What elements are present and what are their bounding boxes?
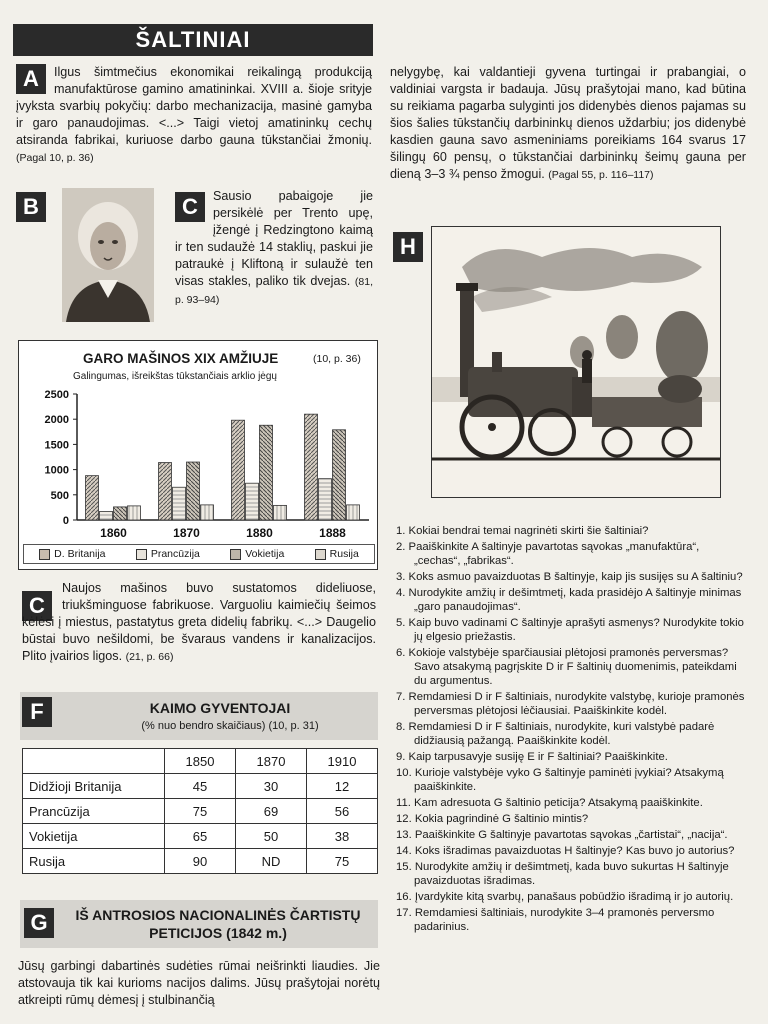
question-item: 15. Nurodykite amžių ir dešimtmetį, kada buvo sukurtas H šaltinyje pavaizduotas išradimas. — [396, 861, 729, 887]
legend-item — [136, 548, 200, 560]
legend-item — [39, 548, 105, 560]
table-cell: 30 — [236, 774, 307, 799]
bar-rusija — [347, 505, 360, 520]
table-row — [23, 824, 378, 849]
column-header: 1850 — [165, 749, 236, 774]
question-list — [396, 524, 748, 936]
row-country: Rusija — [23, 849, 165, 874]
chart-subtitle: Galingumas, išreikštas tūkstančiais arklio jėgų — [73, 371, 277, 382]
question-item: 12. Kokia pagrindinė G šaltinio mintis? — [396, 813, 589, 825]
table-cell: 75 — [165, 799, 236, 824]
question-item: 7. Remdamiesi D ir F šaltiniais, nurodykite valstybę, kurioje pramonės perversmas plėtojosi lėčiausiai. Paaiškinkite kodėl. — [396, 691, 745, 717]
steam-engine-chart — [18, 340, 378, 570]
bar-vokietija — [114, 507, 127, 520]
bar-dbritanija — [159, 463, 172, 520]
bar-vokietija — [260, 425, 273, 520]
y-tick-label: 500 — [50, 489, 69, 502]
row-country: Prancūzija — [23, 799, 165, 824]
bar-pranczija — [319, 479, 332, 520]
table-cell: 12 — [307, 774, 378, 799]
source-a-body: Ilgus šimtmečius ekonomikai reikalingą produkciją manufaktūrose gamino amatininkai. XVIII a. šioje srityje įvyksta svarbių pokyčių: darbo mechanizacija, masinė gamyba ir garo panaudojimas. <...> Taigi vietoj amatininkų cechų atsiranda fabrikai, kuriuose darbo gauna tūkstančiai žmonių. — [16, 65, 372, 147]
row-country: Didžioji Britanija — [23, 774, 165, 799]
x-tick-label: 1880 — [246, 526, 273, 540]
question-item: 8. Remdamiesi D ir F šaltiniais, nurodykite, kuri valstybė padarė didžiausią pažangą. Paaiškinkite kodėl. — [396, 721, 715, 747]
table-cell: 65 — [165, 824, 236, 849]
table-title: KAIMO GYVENTOJAI — [149, 700, 291, 716]
source-b-marker: B — [16, 192, 46, 222]
source-c-marker: C — [175, 192, 205, 222]
source-a-citation: (Pagal 10, p. 36) — [16, 152, 94, 164]
petition-title-line1: IŠ ANTROSIOS NACIONALINĖS ČARTISTŲ — [75, 907, 361, 923]
bar-pranczija — [173, 487, 186, 520]
table-cell: 90 — [165, 849, 236, 874]
chart-source: (10, p. 36) — [313, 353, 361, 365]
bar-rusija — [201, 505, 214, 520]
question-item: 2. Paaiškinkite A šaltinyje pavartotas sąvokas „manufaktūra“, „cechas“, „fabrikas“. — [396, 541, 700, 567]
question-item: 9. Kaip tarpusavyje susiję E ir F šaltiniai? Paaiškinkite. — [396, 751, 668, 763]
petition-text: Jūsų garbingi dabartinės sudėties rūmai neišrinkti liaudies. Jie atstovauja tik kai kurioms nacijos dalims. Jūsų prašytojai norėtų atkreipti rūmų dėmesį į stulbinančią — [18, 959, 380, 1007]
petition-title-line2: PETICIJOS (1842 m.) — [149, 925, 287, 941]
question-item: 3. Koks asmuo pavaizduotas B šaltinyje, kaip jis susijęs su A šaltiniu? — [396, 571, 743, 583]
source-c-text — [175, 188, 373, 309]
legend-item — [230, 548, 284, 560]
chart-canvas — [19, 341, 377, 569]
question-item: 17. Remdamiesi šaltiniais, nurodykite 3–4 pramonės perversmo padarinius. — [396, 907, 715, 933]
source-a-text — [16, 64, 372, 167]
question-item: 1. Kokiai bendrai temai nagrinėti skirti šie šaltiniai? — [396, 525, 649, 537]
chart-legend — [23, 544, 375, 564]
source-f-marker: F — [22, 697, 52, 727]
x-tick-label: 1870 — [173, 526, 200, 540]
source-c-citation: (81, p. 93–94) — [175, 276, 373, 306]
column-header: 1870 — [236, 749, 307, 774]
table-cell: 56 — [307, 799, 378, 824]
table-cell: 75 — [307, 849, 378, 874]
bar-rusija — [128, 506, 141, 520]
legend-label: Vokietija — [245, 548, 285, 560]
bar-pranczija — [246, 483, 259, 520]
table-cell: ND — [236, 849, 307, 874]
bar-vokietija — [187, 462, 200, 520]
legend-swatch — [315, 549, 326, 560]
table-cell: 69 — [236, 799, 307, 824]
source-c2-body: Naujos mašinos buvo sustatomos dideliuose, triukšminguose fabrikuose. Varguoliu kaimiečių šeimos kėlėsi į miestus, pastatytus greta didelių fabrikų. <...> Daugelio būstai buvo nešildomi, be švaraus vandens ir kanalizacijos. Plito įvairios ligos. — [22, 581, 376, 663]
question-item: 10. Kurioje valstybėje vyko G šaltinyje paminėti įvykiai? Atsakymą paaiškinkite. — [396, 767, 724, 793]
column-header: 1910 — [307, 749, 378, 774]
petition-continuation-body: nelygybę, kai valdantieji gyvena turtingai ir prabangiai, o valdiniai vargsta ir badauja. Jūsų prašytojai mano, kad būtina su reikiama pagarba sulyginti jos didenybės dienos pajamas su šios šalies tūkstančių darbininkų dienos uždarbiu; jos didenybė kasdien gauna savo asmeniniams poreikiams 164 svarus 17 šilingų 60 pensų, o tūkstančiai darbininkų šeimų gauna per dieną 3–3 ¾ penso žmogui. — [390, 65, 746, 181]
petition-title — [62, 906, 374, 942]
row-country: Vokietija — [23, 824, 165, 849]
y-tick-label: 1500 — [44, 439, 69, 452]
legend-label: Rusija — [329, 548, 359, 560]
table-corner — [23, 749, 165, 774]
y-tick-label: 2000 — [44, 414, 69, 427]
rural-population-table — [22, 748, 378, 874]
y-tick-label: 2500 — [44, 389, 69, 401]
table-source: (10, p. 31) — [268, 720, 319, 732]
x-tick-label: 1888 — [319, 526, 346, 540]
bar-pranczija — [100, 511, 113, 520]
question-item: 5. Kaip buvo vadinami C šaltinyje aprašyti asmenys? Nurodykite tokio jų elgesio priežastis. — [396, 617, 744, 643]
table-cell: 45 — [165, 774, 236, 799]
portrait-drawing — [62, 188, 154, 322]
portrait-image — [62, 188, 154, 322]
legend-swatch — [230, 549, 241, 560]
question-item: 6. Kokioje valstybėje sparčiausiai plėtojosi pramonės perversmas? Savo atsakymą pagrįskite D ir F šaltinių duomenimis, pateikdami du argumentus. — [396, 647, 737, 687]
page-title: ŠALTINIAI — [13, 24, 373, 56]
source-c2-marker: C — [22, 591, 52, 621]
table-row — [23, 849, 378, 874]
source-g-marker: G — [24, 908, 54, 938]
source-c2-citation: (21, p. 66) — [125, 651, 174, 663]
bar-dbritanija — [305, 414, 318, 520]
locomotive-drawing — [432, 227, 720, 497]
table-row — [23, 799, 378, 824]
legend-label: Prancūzija — [150, 548, 200, 560]
source-a-marker: A — [16, 64, 46, 94]
table-header-row — [23, 749, 378, 774]
question-item: 11. Kam adresuota G šaltinio peticija? Atsakymą paaiškinkite. — [396, 797, 703, 809]
source-c-body: Sausio pabaigoje jie persikėlė per Trento upę, įžengė į Redzingtono kaimą ir ten sudaužė 14 staklių, paskui jie patraukė į Kliftoną ir sulaužė ten visas stakles, paliko tik dvejas. — [175, 189, 373, 288]
bar-vokietija — [333, 430, 346, 520]
bar-dbritanija — [86, 476, 99, 520]
table-subtitle — [100, 720, 360, 732]
legend-label: D. Britanija — [54, 548, 106, 560]
table-row — [23, 774, 378, 799]
table-subtitle-text: (% nuo bendro skaičiaus) — [141, 720, 266, 732]
petition-citation: (Pagal 55, p. 116–117) — [548, 169, 654, 181]
question-item: 16. Įvardykite kitą svarbų, panašaus pobūdžio išradimą ir jo autorių. — [396, 891, 734, 903]
question-item: 13. Paaiškinkite G šaltinyje pavartotas sąvokas „čartistai“, „nacija“. — [396, 829, 728, 841]
question-item: 14. Koks išradimas pavaizduotas H šaltinyje? Kas buvo jo autorius? — [396, 845, 735, 857]
petition-continuation — [390, 64, 746, 184]
legend-swatch — [39, 549, 50, 560]
table-cell: 50 — [236, 824, 307, 849]
legend-swatch — [136, 549, 147, 560]
legend-item — [315, 548, 359, 560]
chart-title: GARO MAŠINOS XIX AMŽIUJE — [83, 351, 279, 366]
bar-dbritanija — [232, 420, 245, 520]
y-tick-label: 0 — [62, 515, 69, 527]
bar-rusija — [274, 505, 287, 520]
question-item: 4. Nurodykite amžių ir dešimtmetį, kada prasidėjo A šaltinyje minimas „garo panaudojimas“. — [396, 587, 742, 613]
table-cell: 38 — [307, 824, 378, 849]
y-tick-label: 1000 — [44, 464, 69, 477]
source-c2-text — [22, 580, 376, 666]
source-h-marker: H — [393, 232, 423, 262]
x-tick-label: 1860 — [100, 526, 127, 540]
locomotive-illustration — [431, 226, 721, 498]
